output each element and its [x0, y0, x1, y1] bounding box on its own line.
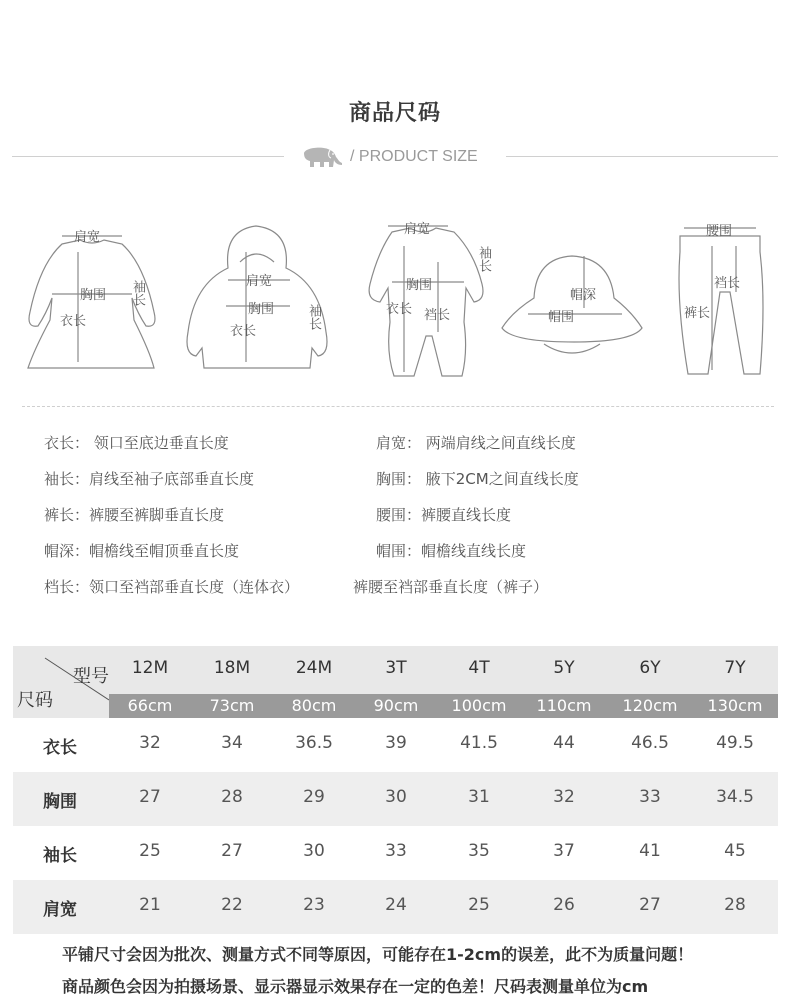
- corner-size-label: 尺码: [17, 690, 53, 711]
- disclaimer-notes: [62, 942, 762, 1004]
- table-cell: 32: [553, 787, 575, 807]
- definition-row: [44, 464, 764, 500]
- table-cell: 28: [221, 787, 243, 807]
- definition-row: [44, 500, 764, 536]
- romper-sleeve-label: 袖长: [476, 246, 491, 272]
- table-cell: 41: [639, 841, 661, 861]
- table-cell: 45: [724, 841, 746, 861]
- measurement-definitions: [44, 428, 764, 608]
- table-cell: 28: [724, 895, 746, 915]
- table-row: [13, 880, 778, 934]
- height-header: 130cm: [707, 696, 763, 715]
- definition-item: 胸围： 腋下2CM之间直线长度: [376, 470, 579, 488]
- table-row: [13, 826, 778, 880]
- size-header: 7Y: [724, 658, 746, 678]
- height-header: 120cm: [622, 696, 678, 715]
- jacket-chest-label: 胸围: [248, 302, 275, 317]
- row-label: 胸围: [43, 792, 77, 812]
- pants-rise-label: 裆长: [714, 276, 741, 291]
- table-cell: 25: [468, 895, 490, 915]
- jacket-length-label: 衣长: [230, 324, 257, 339]
- row-label: 袖长: [43, 846, 77, 866]
- table-cell: 33: [639, 787, 661, 807]
- table-cell: 37: [553, 841, 575, 861]
- table-cell: 27: [139, 787, 161, 807]
- subtitle-text: / PRODUCT SIZE: [350, 148, 478, 165]
- definition-item: 腰围：裤腰直线长度: [376, 506, 512, 524]
- definition-item: 档长：领口至裆部垂直长度（连体衣）: [44, 578, 300, 596]
- height-header: 90cm: [373, 696, 419, 715]
- divider-right: [506, 156, 778, 157]
- dress-shoulder-label: 肩宽: [74, 230, 101, 245]
- table-cell: 24: [385, 895, 407, 915]
- definition-item: 帽围：帽檐线直线长度: [376, 542, 527, 560]
- jacket-sleeve-label: 袖长: [306, 304, 321, 330]
- jacket-outline: [187, 226, 327, 368]
- dress-chest-label: 胸围: [80, 288, 107, 303]
- row-label: 肩宽: [43, 900, 77, 920]
- table-cell: 27: [639, 895, 661, 915]
- pants-length-label: 裤长: [684, 306, 711, 321]
- romper-shoulder-label: 肩宽: [404, 222, 431, 237]
- table-cell: 32: [139, 733, 161, 753]
- table-cell: 34.5: [716, 787, 754, 807]
- table-row: [13, 718, 778, 772]
- corner-model-label: 型号: [73, 666, 109, 687]
- size-header: 6Y: [639, 658, 661, 678]
- size-header: 5Y: [553, 658, 575, 678]
- dress-sleeve-label: 袖长: [130, 280, 145, 306]
- table-cell: 27: [221, 841, 243, 861]
- size-header: 3T: [385, 658, 407, 678]
- divider-left: [12, 156, 284, 157]
- romper-chest-label: 胸围: [406, 278, 433, 293]
- pants-waist-label: 腰围: [706, 224, 733, 239]
- definition-item: 裤腰至裆部垂直长度（裤子）: [353, 578, 549, 596]
- table-cell: 22: [221, 895, 243, 915]
- table-cell: 44: [553, 733, 575, 753]
- note-line: 商品颜色会因为拍摄场景、显示器显示效果存在一定的色差！尺码表测量单位为cm: [62, 977, 649, 996]
- table-cell: 25: [139, 841, 161, 861]
- definition-row: [44, 536, 764, 572]
- definition-item: 裤长：裤腰至裤脚垂直长度: [44, 506, 225, 524]
- definition-row: [44, 428, 764, 464]
- table-cell: 36.5: [295, 733, 333, 753]
- size-table: [13, 646, 778, 934]
- height-header: 110cm: [536, 696, 592, 715]
- definition-item: 肩宽： 两端肩线之间直线长度: [376, 434, 576, 452]
- table-cell: 39: [385, 733, 407, 753]
- table-cell: 34: [221, 733, 243, 753]
- dress-length-label: 衣长: [60, 314, 87, 329]
- table-cell: 21: [139, 895, 161, 915]
- size-header: 24M: [295, 658, 333, 678]
- definition-item: 袖长：肩线至袖子底部垂直长度: [44, 470, 255, 488]
- height-header: 73cm: [209, 696, 255, 715]
- subtitle-row: [12, 144, 778, 170]
- table-cell: 31: [468, 787, 490, 807]
- definition-item: 帽深：帽檐线至帽顶垂直长度: [44, 542, 240, 560]
- garment-diagrams: [0, 212, 790, 392]
- size-header: 18M: [213, 658, 251, 678]
- table-cell: 23: [303, 895, 325, 915]
- table-cell: 49.5: [716, 733, 754, 753]
- hat-depth-label: 帽深: [570, 288, 597, 303]
- size-header: 4T: [468, 658, 490, 678]
- jacket-shoulder-label: 肩宽: [246, 274, 273, 289]
- elephant-icon: [298, 145, 344, 169]
- note-line: 平铺尺寸会因为批次、测量方式不同等原因，可能存在1-2cm的误差，此不为质量问题！: [62, 945, 694, 964]
- dotted-divider: [22, 406, 774, 407]
- table-cell: 26: [553, 895, 575, 915]
- table-cell: 29: [303, 787, 325, 807]
- height-header: 100cm: [451, 696, 507, 715]
- table-row: [13, 772, 778, 826]
- table-cell: 33: [385, 841, 407, 861]
- romper-length-label: 衣长: [386, 302, 413, 317]
- page-title: 商品尺码: [348, 101, 441, 126]
- table-cell: 41.5: [460, 733, 498, 753]
- height-header: 80cm: [291, 696, 337, 715]
- definition-row: [44, 572, 764, 608]
- table-cell: 30: [385, 787, 407, 807]
- table-cell: 30: [303, 841, 325, 861]
- hat-circumference-label: 帽围: [548, 310, 575, 325]
- definition-item: 衣长： 领口至底边垂直长度: [44, 434, 229, 452]
- table-cell: 35: [468, 841, 490, 861]
- table-cell: 46.5: [631, 733, 669, 753]
- row-label: 衣长: [43, 738, 77, 758]
- size-header: 12M: [131, 658, 169, 678]
- romper-rise-label: 裆长: [424, 308, 451, 323]
- table-header: [13, 646, 778, 718]
- subtitle: [298, 144, 504, 170]
- height-header: 66cm: [127, 696, 173, 715]
